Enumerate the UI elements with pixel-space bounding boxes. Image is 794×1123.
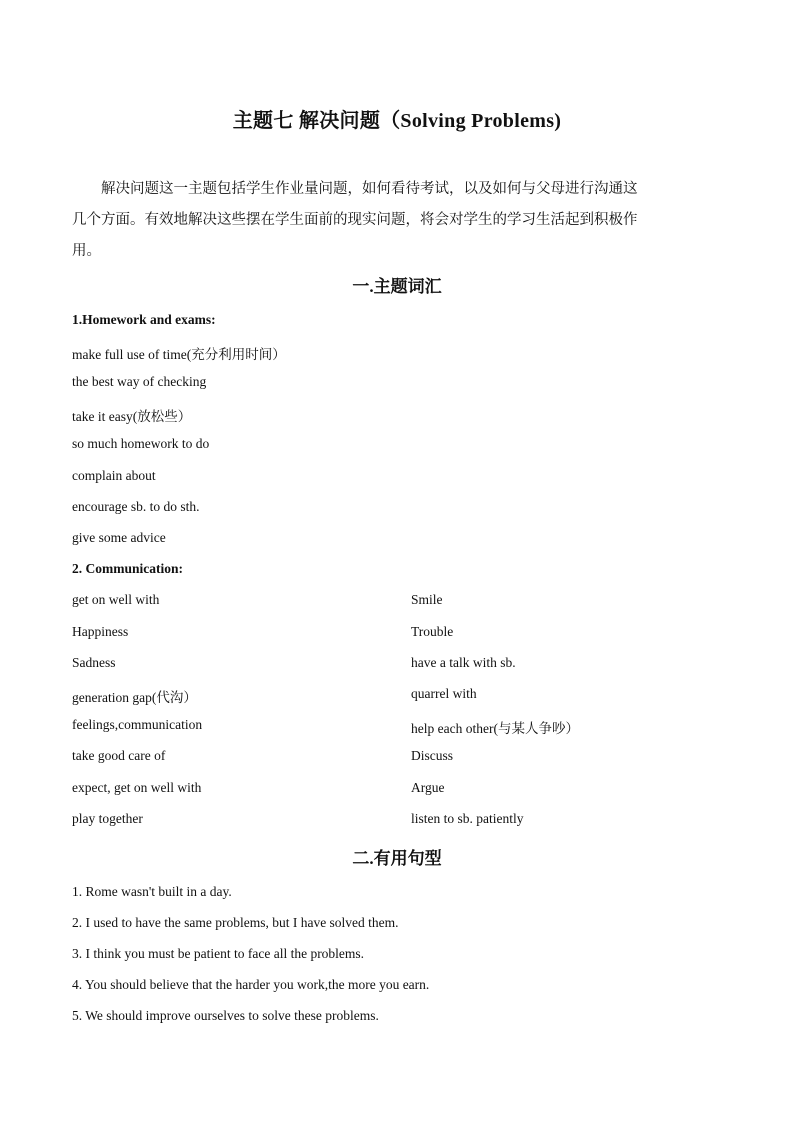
vocab-item-right: Discuss — [411, 748, 454, 763]
vocab-item: the best way of checking — [72, 374, 207, 389]
vocab-item-left: play together — [72, 811, 143, 826]
page-title: 主题七 解决问题（Solving Problems) — [232, 110, 562, 132]
sentence-item: 2. I used to have the same problems, but I have solved them. — [72, 915, 399, 930]
subheading-homework: 1.Homework and exams: — [72, 312, 216, 327]
vocab-item-left: expect, get on well with — [72, 780, 202, 795]
sentence-item: 4. You should believe that the harder you work,the more you earn. — [72, 977, 430, 992]
section-heading-sentences: 二.有用句型 — [352, 849, 442, 868]
vocab-item-left: feelings,communication — [72, 717, 203, 732]
vocab-item-right: have a talk with sb. — [411, 655, 516, 670]
vocab-item: so much homework to do — [72, 436, 210, 451]
vocab-item-left: Happiness — [72, 624, 129, 639]
vocab-item-right: Argue — [411, 780, 445, 795]
vocab-item: complain about — [72, 468, 156, 483]
vocab-item-right: quarrel with — [411, 686, 477, 701]
section-heading-vocabulary: 一.主题词汇 — [352, 277, 442, 296]
vocab-item-left: Sadness — [72, 655, 116, 670]
vocab-item-right: help each other(与某人争吵） — [411, 721, 579, 736]
vocab-item-left: get on well with — [72, 592, 160, 607]
vocab-item-right: Smile — [411, 592, 443, 607]
vocab-item: give some advice — [72, 530, 166, 545]
sentence-item: 1. Rome wasn't built in a day. — [72, 884, 232, 899]
sentence-item: 5. We should improve ourselves to solve these problems. — [72, 1008, 379, 1023]
vocab-item: encourage sb. to do sth. — [72, 499, 200, 514]
sentence-item: 3. I think you must be patient to face all the problems. — [72, 946, 365, 961]
vocab-item: take it easy(放松些） — [72, 409, 192, 424]
vocab-item-left: take good care of — [72, 748, 166, 763]
vocab-item-right: Trouble — [411, 624, 454, 639]
vocab-item-left: generation gap(代沟） — [72, 690, 197, 705]
vocab-item: make full use of time(充分利用时间） — [72, 347, 286, 362]
intro-paragraph: 解决问题这一主题包括学生作业量问题，如何看待考试，以及如何与父母进行沟通这几个方面。有效地解决这些摆在学生面前的现实问题，将会对学生的学习生活起到积极作用。 — [72, 181, 638, 259]
vocab-item-right: listen to sb. patiently — [411, 811, 524, 826]
subheading-communication: 2. Communication: — [72, 561, 183, 576]
